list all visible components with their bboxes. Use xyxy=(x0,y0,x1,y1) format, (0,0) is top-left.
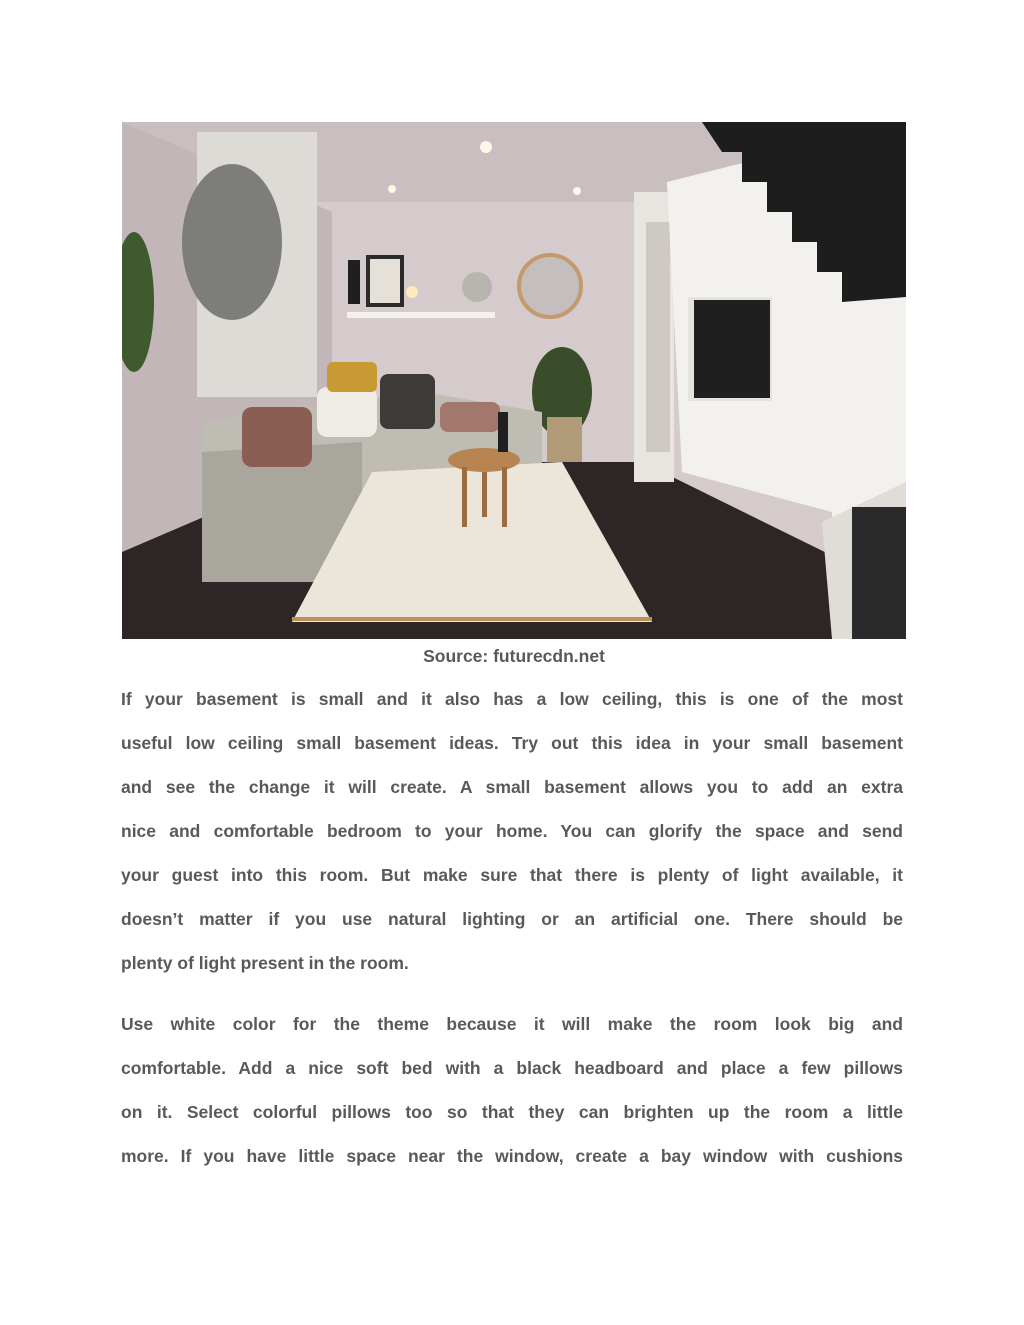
room-illustration xyxy=(122,122,906,639)
paragraph-line: comfortable. Add a nice soft bed with a black headboard and place a few pillows xyxy=(121,1058,903,1078)
paragraph-line: If your basement is small and it also has a low ceiling, this is one of the most xyxy=(121,689,903,709)
paragraph-line: your guest into this room. But make sure that there is plenty of light available, it xyxy=(121,865,903,885)
paragraph-2 xyxy=(121,1013,903,1189)
paragraph-1 xyxy=(121,688,903,996)
paragraph-line: plenty of light present in the room. xyxy=(121,953,409,973)
paragraph-line: doesn’t matter if you use natural lighting or an artificial one. There should be xyxy=(121,909,903,929)
paragraph-line: nice and comfortable bedroom to your home. You can glorify the space and send xyxy=(121,821,903,841)
image-caption: Source: futurecdn.net xyxy=(423,646,605,666)
paragraph-line: and see the change it will create. A small basement allows you to add an extra xyxy=(121,777,903,797)
paragraph-line: Use white color for the theme because it will make the room look big and xyxy=(121,1014,903,1034)
paragraph-line: on it. Select colorful pillows too so that they can brighten up the room a little xyxy=(121,1102,903,1122)
paragraph-line: more. If you have little space near the window, create a bay window with cushions xyxy=(121,1146,903,1166)
room-photo xyxy=(122,122,906,639)
paragraph-line: useful low ceiling small basement ideas. Try out this idea in your small basement xyxy=(121,733,903,753)
